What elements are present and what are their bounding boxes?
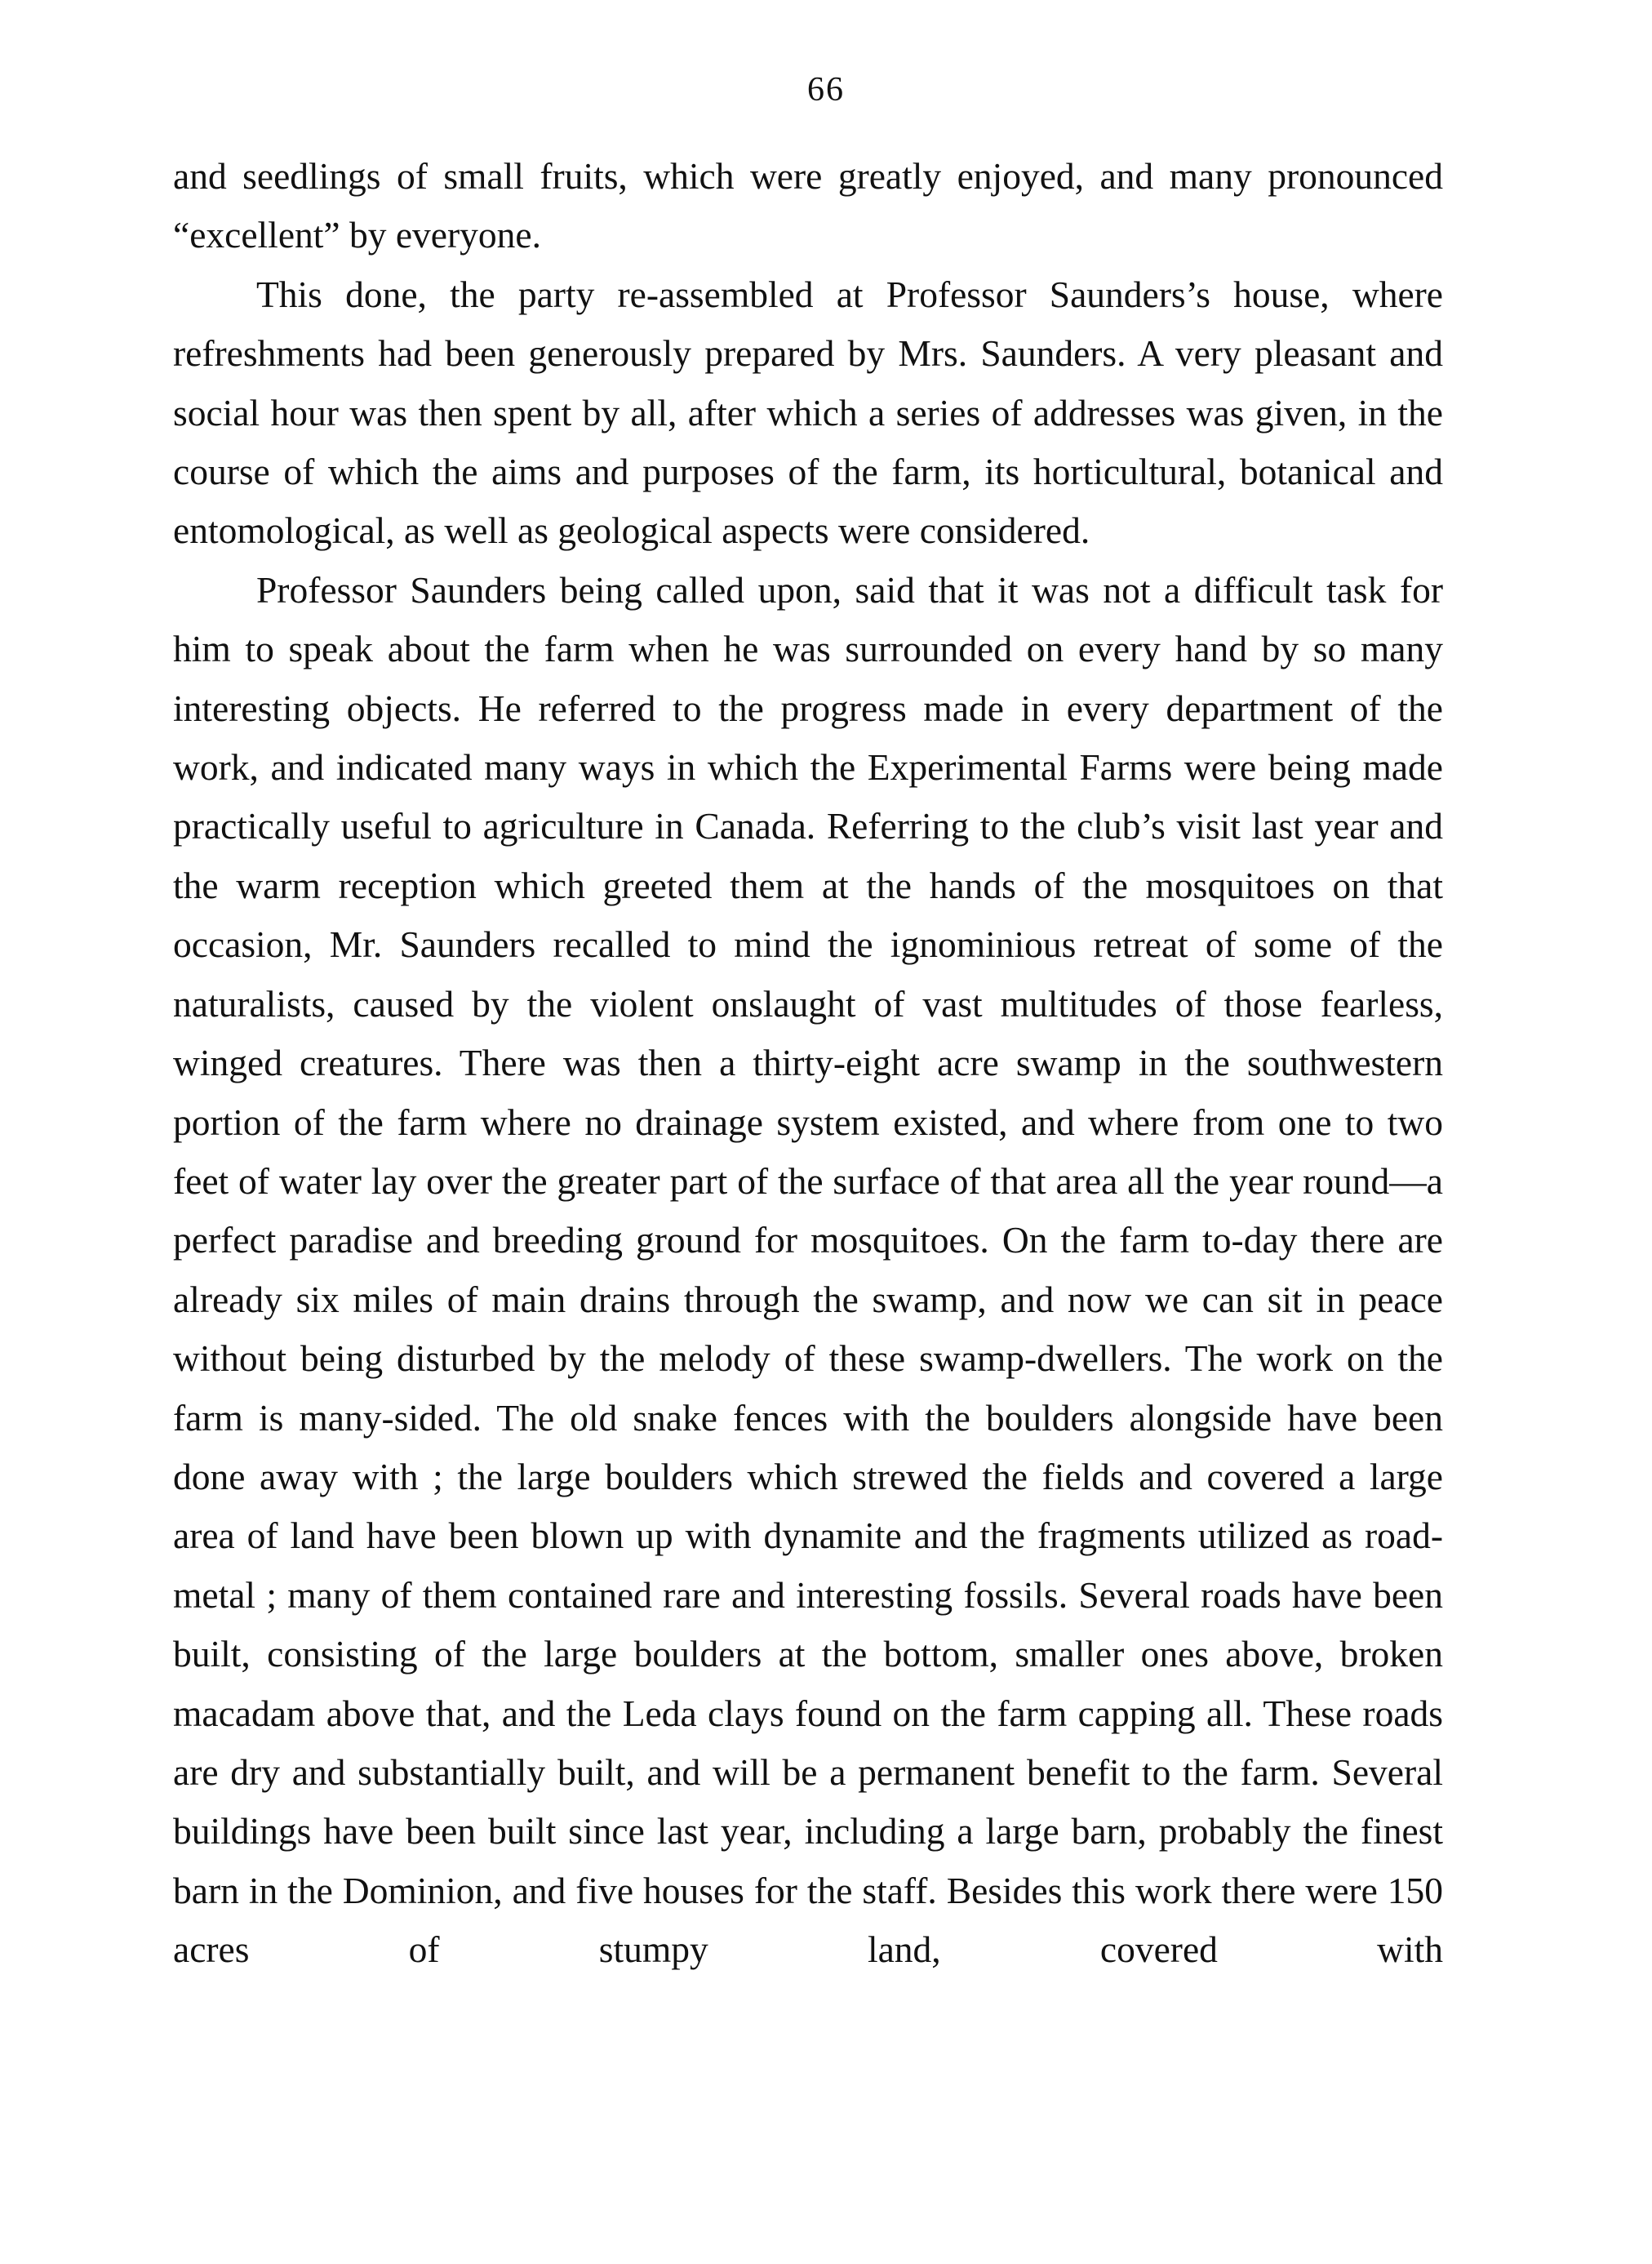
paragraph-1: and seedlings of small fruits, which were greatly enjoyed, and many pronounced “excellent” by everyone.: [173, 155, 1443, 256]
page-number: 66: [807, 71, 845, 109]
paragraph-3: Professor Saunders being called upon, said that it was not a difficult task for him to speak about the farm when he was surrounded on every hand by so many interesting objects. He referred to the progress made in every department of the work, and indicated many ways in which the Experimental Farms were being made practically useful to agriculture in Canada. Referring to the club’s visit last year and the warm reception which greeted them at the hands of the mosquitoes on that occasion, Mr. Saunders recalled to mind the ignominious retreat of some of the naturalists, caused by the violent onslaught of vast multitudes of those fearless, winged creatures. There was then a thirty-eight acre swamp in the southwestern portion of the farm where no drainage system existed, and where from one to two feet of water lay over the greater part of the surface of that area all the year round—a perfect paradise and breeding ground for mosquitoes. On the farm to-day there are already six miles of main drains through the swamp, and now we can sit in peace without being disturbed by the melody of these swamp-dwellers. The work on the farm is many-sided. The old snake fences with the boulders alongside have been done away with ; the large boulders which strewed the fields and covered a large area of land have been blown up with dynamite and the fragments utilized as road-metal ; many of them contained rare and interesting fossils. Several roads have been built, consisting of the large boulders at the bottom, smaller ones above, broken macadam above that, and the Leda clays found on the farm capping all. These roads are dry and substantially built, and will be a permanent benefit to the farm. Several buildings have been built since last year, including a large barn, probably the finest barn in the Dominion, and five houses for the staff. Besides this work there were 150 acres of stumpy land, covered with: [173, 568, 1443, 1971]
page-body: [173, 147, 1443, 1980]
paragraph-2: This done, the party re-assembled at Professor Saunders’s house, where refreshments had been generously prepared by Mrs. Saunders. A very pleasant and social hour was then spent by all, after which a series of addresses was given, in the course of which the aims and purposes of the farm, its horticultural, botanical and entomological, as well as geological aspects were considered.: [173, 273, 1443, 552]
